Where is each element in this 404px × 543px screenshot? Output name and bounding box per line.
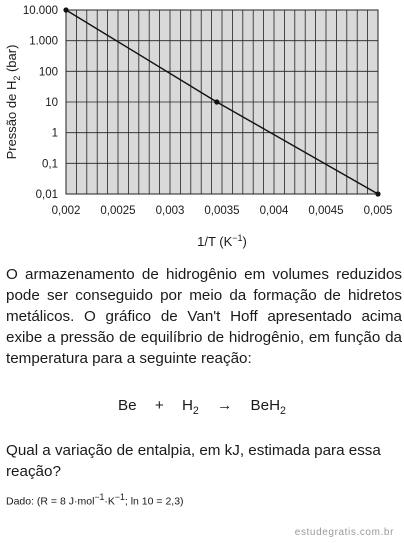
reaction-arrow: → [217, 397, 233, 414]
y-tick-label: 0,01 [35, 189, 58, 201]
reaction-equation [0, 397, 404, 417]
y-axis-label: Pressão de $H_2$ (bar) [4, 44, 22, 160]
x-tick-label: 0,0045 [308, 205, 344, 217]
x-tick-label: 0,002 [51, 205, 81, 217]
watermark: estudegratis.com.br [294, 527, 394, 538]
x-axis-label: 1/T $(K^{-1})$ [197, 233, 247, 249]
reactant-h2: $H_2$ [181, 397, 199, 418]
problem-paragraph: O armazenamento de hidrogênio em volumes reduzidos pode ser conseguido por meio da formação de hidretos metálicos. O gráfico de Van't Hoff apresentado acima exibe a pressão de equilíbrio de hidrogênio, em função da temperatura para a seguinte reação: [6, 266, 402, 367]
product-beh2: BeH$_2$ [250, 397, 286, 418]
vant-hoff-chart [0, 0, 404, 262]
y-tick-label: 10.000 [22, 5, 58, 17]
y-tick-label: 100 [38, 66, 58, 79]
x-tick-label: 0,004 [259, 205, 289, 217]
x-tick-label: 0,0025 [100, 205, 136, 217]
data-point [63, 7, 68, 12]
question-text: Qual a variação de entalpia, em kJ, estimada para essa reação? [6, 442, 381, 480]
y-tick-label: 1.000 [29, 35, 58, 48]
data-point [375, 191, 380, 196]
x-tick-labels [52, 205, 393, 217]
y-tick-label: 0,1 [42, 158, 58, 171]
y-tick-label: 10 [45, 97, 58, 109]
y-tick-label: 1 [51, 127, 58, 140]
x-tick-label: 0,0035 [204, 205, 240, 217]
given-data: Dado: (R = 8 $J\cdot mol^{-1}\cdot K^{-1}$; ln 10 = 2,3) [6, 492, 184, 508]
reactant-be: Be [118, 397, 137, 414]
y-tick-labels [23, 5, 58, 201]
x-tick-label: 0,003 [155, 205, 185, 217]
x-tick-label: 0,005 [363, 205, 393, 217]
data-point [214, 99, 219, 104]
plus-sign: + [154, 397, 164, 414]
